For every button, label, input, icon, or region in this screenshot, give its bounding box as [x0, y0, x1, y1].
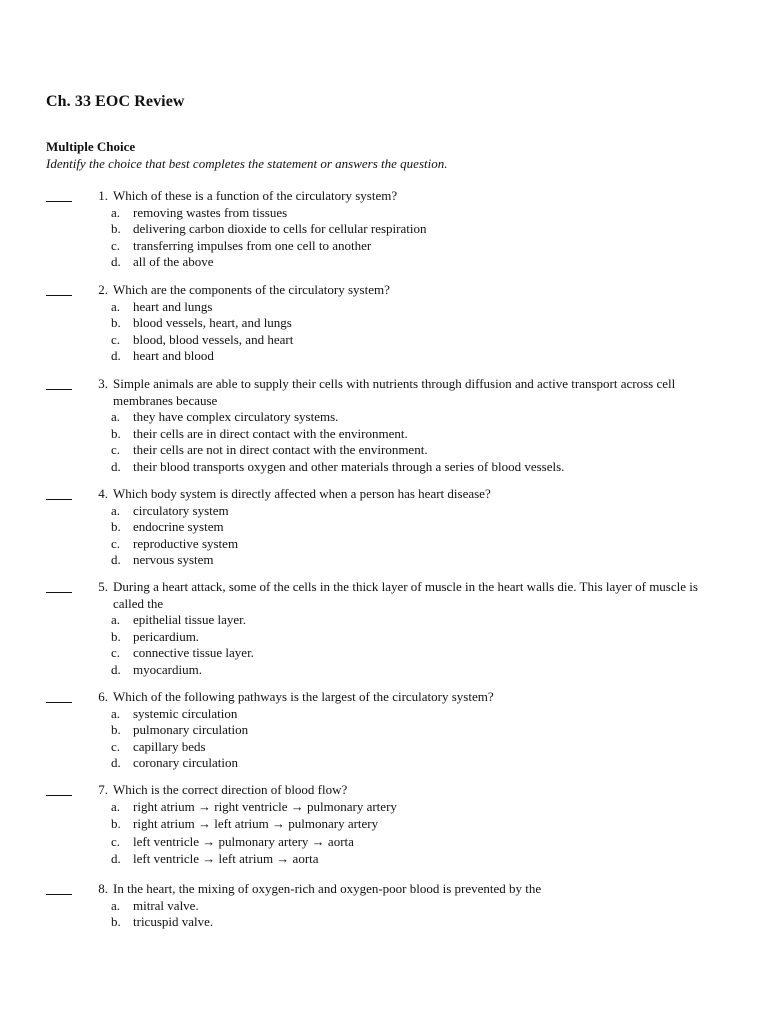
choice-item: [0, 426, 768, 443]
question-number: 3.: [98, 376, 108, 391]
choice-label: d.: [111, 552, 121, 567]
choice-text: nervous system: [133, 552, 214, 567]
choice-label: b.: [111, 628, 121, 644]
choice-item: [0, 898, 768, 915]
choice-label: d.: [111, 755, 121, 770]
question-3: [0, 376, 768, 475]
question-number: 7.: [98, 782, 108, 797]
question-8: [0, 881, 768, 931]
choice-label: a.: [111, 612, 121, 627]
choice-label: b.: [111, 722, 121, 737]
choice-item: [0, 645, 768, 662]
choice-text: reproductive system: [133, 535, 239, 551]
section-heading: Multiple Choice: [46, 139, 136, 154]
choice-item: [0, 409, 768, 426]
choice-item: [0, 706, 768, 723]
choice-label: a.: [111, 798, 121, 814]
choice-text: circulatory system: [133, 502, 229, 518]
choice-item: [0, 612, 768, 629]
choice-label: d.: [111, 348, 121, 363]
question-number: 1.: [98, 188, 108, 203]
choice-item: [0, 205, 768, 222]
choice-item: [0, 662, 768, 679]
choice-item: [0, 442, 768, 459]
choice-item: [0, 459, 768, 476]
choice-label: d.: [111, 661, 121, 677]
choice-label: b.: [111, 519, 121, 534]
choice-label: a.: [111, 502, 121, 518]
question-text: Which are the components of the circulatory system?: [113, 282, 390, 297]
choice-label: c.: [111, 442, 121, 457]
choice-text: blood vessels, heart, and lungs: [133, 315, 292, 330]
choice-label: c.: [111, 535, 121, 551]
choice-label: b.: [111, 425, 121, 441]
choice-text: pulmonary circulation: [133, 722, 249, 737]
choice-text: coronary circulation: [133, 755, 239, 770]
choice-item: [0, 799, 768, 817]
question-text: Simple animals are able to supply their cells with nutrients through diffusion and active transport across cell membranes because: [113, 376, 676, 408]
choice-item: [0, 503, 768, 520]
choice-text: right atrium → right ventricle → pulmonary artery: [133, 798, 397, 814]
answer-blank[interactable]: [46, 486, 72, 502]
choice-text: heart and lungs: [133, 298, 213, 314]
choice-item: [0, 254, 768, 271]
answer-blank[interactable]: [46, 881, 72, 897]
choice-text: transferring impulses from one cell to another: [133, 237, 372, 253]
choice-item: [0, 816, 768, 834]
question-number: 2.: [98, 282, 108, 297]
choice-text: right atrium → left atrium → pulmonary artery: [133, 816, 379, 831]
question-text: Which of the following pathways is the largest of the circulatory system?: [113, 689, 494, 704]
answer-blank[interactable]: [46, 689, 72, 705]
choice-item: [0, 519, 768, 536]
question-text: During a heart attack, some of the cells in the thick layer of muscle in the heart walls die. This layer of muscle is called the: [113, 579, 698, 611]
choice-label: d.: [111, 458, 121, 474]
choice-label: a.: [111, 409, 121, 424]
choice-item: [0, 755, 768, 772]
answer-blank[interactable]: [46, 376, 72, 392]
choice-item: [0, 629, 768, 646]
choice-label: a.: [111, 298, 121, 314]
question-5: [0, 579, 768, 678]
choice-label: b.: [111, 914, 121, 929]
choice-text: blood, blood vessels, and heart: [133, 331, 294, 347]
choice-text: all of the above: [133, 254, 214, 269]
question-number: 4.: [98, 486, 108, 501]
question-text: Which body system is directly affected when a person has heart disease?: [113, 486, 491, 501]
choice-label: c.: [111, 645, 121, 660]
choice-item: [0, 315, 768, 332]
choice-label: a.: [111, 897, 121, 913]
choice-item: [0, 536, 768, 553]
choice-item: [0, 221, 768, 238]
question-text: In the heart, the mixing of oxygen-rich and oxygen-poor blood is prevented by the: [113, 881, 542, 896]
choice-text: myocardium.: [133, 661, 202, 677]
choice-text: left ventricle → pulmonary artery → aorta: [133, 833, 354, 849]
answer-blank[interactable]: [46, 188, 72, 204]
choice-item: [0, 914, 768, 931]
page-title: Ch. 33 EOC Review: [46, 93, 185, 110]
choice-item: [0, 722, 768, 739]
choice-text: heart and blood: [133, 348, 214, 363]
answer-blank[interactable]: [46, 282, 72, 298]
choice-text: tricuspid valve.: [133, 914, 214, 929]
choice-text: endocrine system: [133, 519, 224, 534]
choice-label: b.: [111, 816, 121, 831]
choice-text: systemic circulation: [133, 705, 238, 721]
question-number: 5.: [98, 579, 108, 594]
choice-label: d.: [111, 851, 121, 866]
choice-label: c.: [111, 833, 121, 849]
choice-item: [0, 238, 768, 255]
choice-label: c.: [111, 331, 121, 347]
choice-item: [0, 348, 768, 365]
choice-item: [0, 739, 768, 756]
question-number: 8.: [98, 881, 108, 896]
question-4: [0, 486, 768, 569]
question-2: [0, 282, 768, 365]
choice-label: b.: [111, 221, 121, 236]
choice-text: capillary beds: [133, 738, 206, 754]
choice-text: their cells are not in direct contact with the environment.: [133, 442, 428, 457]
choice-text: connective tissue layer.: [133, 645, 254, 660]
choice-text: their blood transports oxygen and other materials through a series of blood vessels.: [133, 458, 565, 474]
choice-label: c.: [111, 738, 121, 754]
choice-text: they have complex circulatory systems.: [133, 409, 339, 424]
choice-item: [0, 834, 768, 852]
choice-text: pericardium.: [133, 628, 200, 644]
answer-blank[interactable]: [46, 782, 72, 798]
question-text: Which is the correct direction of blood flow?: [113, 782, 348, 797]
choice-text: their cells are in direct contact with the environment.: [133, 425, 408, 441]
question-1: [0, 188, 768, 271]
choice-text: mitral valve.: [133, 897, 199, 913]
answer-blank[interactable]: [46, 579, 72, 595]
choice-label: b.: [111, 315, 121, 330]
choice-label: d.: [111, 254, 121, 269]
question-6: [0, 689, 768, 772]
choice-item: [0, 851, 768, 869]
choice-label: a.: [111, 204, 121, 220]
choice-item: [0, 332, 768, 349]
question-7: [0, 782, 768, 869]
instructions: Identify the choice that best completes the statement or answers the question.: [46, 156, 448, 171]
question-text: Which of these is a function of the circulatory system?: [113, 188, 398, 203]
question-number: 6.: [98, 689, 108, 704]
choice-label: a.: [111, 705, 121, 721]
choice-item: [0, 299, 768, 316]
choice-item: [0, 552, 768, 569]
choice-text: removing wastes from tissues: [133, 204, 288, 220]
choice-text: delivering carbon dioxide to cells for cellular respiration: [133, 221, 427, 236]
choice-text: left ventricle → left atrium → aorta: [133, 851, 319, 866]
choice-label: c.: [111, 237, 121, 253]
choice-text: epithelial tissue layer.: [133, 612, 246, 627]
